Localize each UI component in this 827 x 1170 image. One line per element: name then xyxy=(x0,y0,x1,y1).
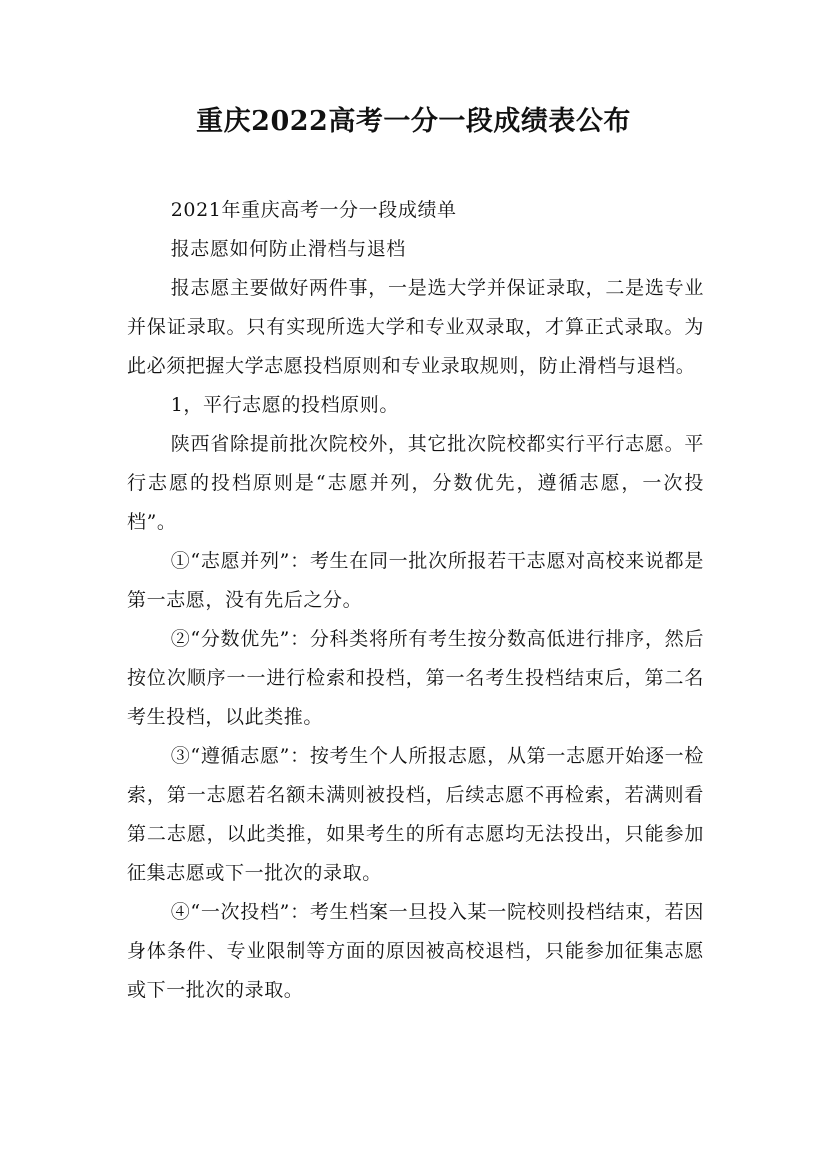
paragraph-5: 陕西省除提前批次院校外，其它批次院校都实行平行志愿。平行志愿的投档原则是“志愿并列，分数优先，遵循志愿，一次投档”。 xyxy=(127,433,704,533)
paragraph-4: 1，平行志愿的投档原则。 xyxy=(170,394,399,416)
paragraph-9: ④“一次投档”：考生档案一旦投入某一院校则投档结束，若因身体条件、专业限制等方面的原因被高校退档，只能参加征集志愿或下一批次的录取。 xyxy=(127,901,704,1001)
paragraph-2: 报志愿如何防止滑档与退档 xyxy=(170,238,406,260)
paragraph-8: ③“遵循志愿”：按考生个人所报志愿，从第一志愿开始逐一检索，第一志愿若名额未满则被投档，后续志愿不再检索，若满则看第二志愿，以此类推，如果考生的所有志愿均无法投出，只能参加征集志愿或下一批次的录取。 xyxy=(127,745,704,884)
paragraph-7: ②“分数优先”：分科类将所有考生按分数高低进行排序，然后按位次顺序一一进行检索和投档，第一名考生投档结束后，第二名考生投档，以此类推。 xyxy=(127,628,704,728)
paragraph-3: 报志愿主要做好两件事，一是选大学并保证录取，二是选专业并保证录取。只有实现所选大学和专业双录取，才算正式录取。为此必须把握大学志愿投档原则和专业录取规则，防止滑档与退档。 xyxy=(127,277,704,377)
document-title: 重庆2022高考一分一段成绩表公布 xyxy=(196,106,631,137)
document-body xyxy=(127,191,704,1010)
paragraph-6: ①“志愿并列”：考生在同一批次所报若干志愿对高校来说都是第一志愿，没有先后之分。 xyxy=(127,550,704,611)
paragraph-1: 2021年重庆高考一分一段成绩单 xyxy=(170,199,457,221)
